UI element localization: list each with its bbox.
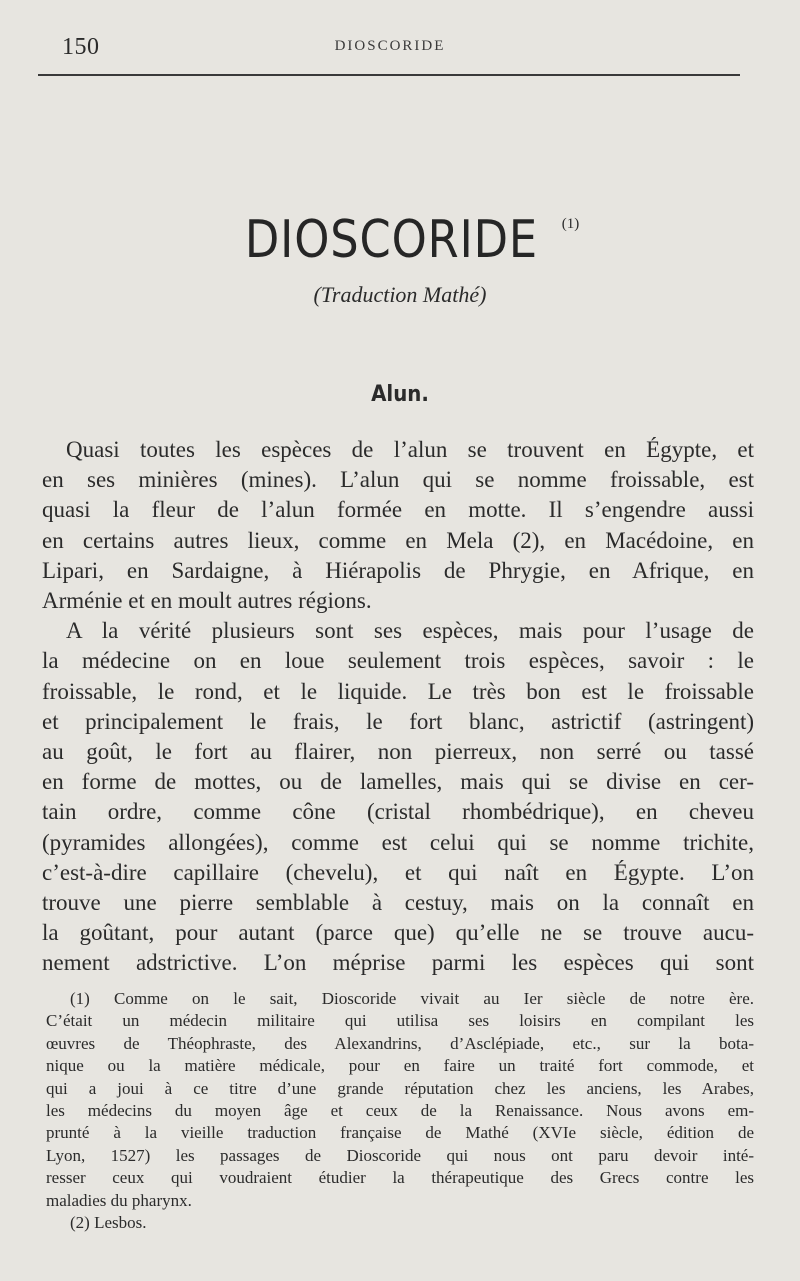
body-line: Arménie et en moult autres régions. [42,588,372,614]
body-line: froissable, le rond, et le liquide. Le très bon est le froissable [42,678,754,704]
body-line: quasi la fleur de l’alun formée en motte. Il s’engendre aussi [42,497,754,523]
body-text [42,435,754,979]
footnote-line: les médecins du moyen âge et ceux de la Renaissance. Nous avons em- [46,1101,754,1121]
footnote-line: nique ou la matière médicale, pour en faire un traité fort commode, et [46,1056,754,1076]
body-line: en ses minières (mines). L’alun qui se nomme froissable, est [42,467,754,493]
body-line: Lipari, en Sardaigne, à Hiérapolis de Phrygie, en Afrique, en [42,557,754,583]
page-title: DIOSCORIDE [244,210,538,270]
footnote-line: (1) Comme on le sait, Dioscoride vivait au Ier siècle de notre ère. [70,989,754,1008]
page-number: 150 [62,34,100,60]
body-line: en forme de mottes, ou de lamelles, mais qui se divise en cer- [42,769,754,795]
footnote-line: œuvres de Théophraste, des Alexandrins, d’Asclépiade, etc., sur la bota- [46,1033,754,1053]
footnote-line: prunté à la vieille traduction française de Mathé (XVIe siècle, édition de [46,1123,754,1143]
body-line: tain ordre, comme cône (cristal rhombédrique), en cheveu [42,799,754,825]
body-line: A la vérité plusieurs sont ses espèces, mais pour l’usage de [66,618,754,644]
running-head [40,30,740,70]
footnote-line: (2) Lesbos. [70,1213,147,1233]
footnote-line: C’était un médecin militaire qui utilisa ses loisirs en compilant les [46,1011,754,1031]
header-rule [38,74,740,76]
body-line: la médecine on en loue seulement trois espèces, savoir : le [42,648,754,674]
footnotes [46,988,754,1234]
running-title: DIOSCORIDE [334,38,446,54]
title-block [0,210,800,270]
body-line: nement adstrictive. L’on méprise parmi les espèces qui sont [42,950,754,976]
footnote-line: Lyon, 1527) les passages de Dioscoride qui nous ont paru devoir inté- [46,1145,754,1165]
body-line: la goûtant, pour autant (parce que) qu’elle ne se trouve aucu- [42,920,754,946]
section-heading: Alun. [371,382,429,407]
body-line: c’est-à-dire capillaire (chevelu), et qui naît en Égypte. L’on [42,859,754,885]
body-line: trouve une pierre semblable à cestuy, mais on la connaît en [42,890,754,916]
title-footnote-ref: (1) [561,216,580,232]
body-line: en certains autres lieux, comme en Mela (2), en Macédoine, en [42,527,754,553]
body-line: au goût, le fort au flairer, non pierreux, non serré ou tassé [42,739,754,765]
body-line: (pyramides allongées), comme est celui qui se nomme trichite, [42,829,754,855]
footnote-line: qui a joui à ce titre d’une grande réputation chez les anciens, les Arabes, [46,1078,754,1098]
footnote-line: resser ceux qui voudraient étudier la thérapeutique des Grecs contre les [46,1168,754,1188]
body-line: Quasi toutes les espèces de l’alun se trouvent en Égypte, et [66,437,754,462]
footnote-line: maladies du pharynx. [46,1190,192,1210]
subtitle: (Traduction Mathé) [313,282,487,307]
body-line: et principalement le frais, le fort blanc, astrictif (astringent) [42,708,754,734]
